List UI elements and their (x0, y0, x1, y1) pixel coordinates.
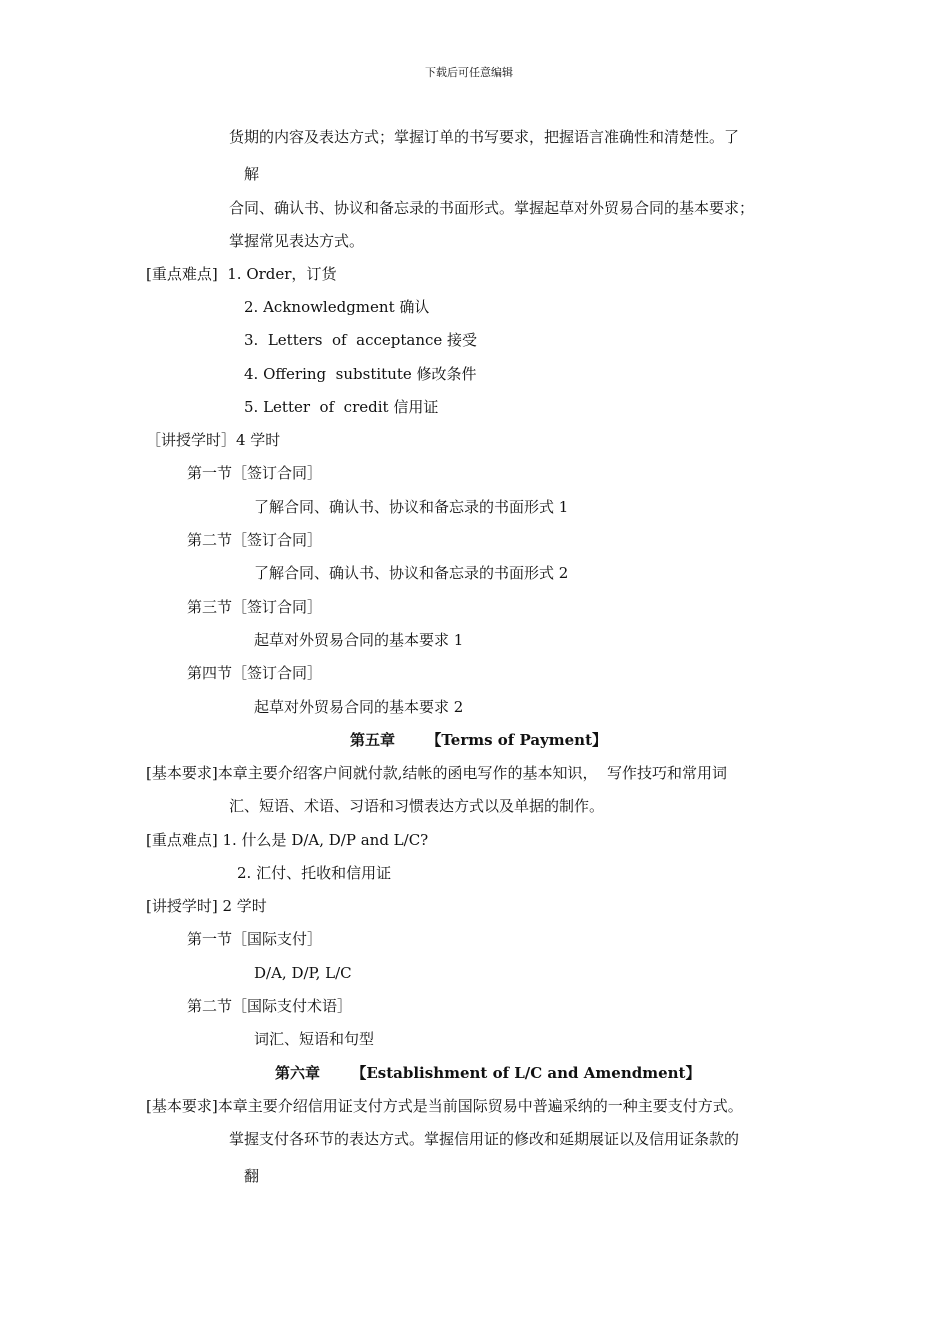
page-header: 下载后可任意编辑 (425, 66, 513, 79)
key-points-line: [重点难点] 1. Order，订货 (146, 265, 337, 283)
body-line: 货期的内容及表达方式；掌握订单的书写要求，把握语言准确性和清楚性。了 (229, 128, 740, 146)
key-points-line: 4. Offering substitute 修改条件 (244, 365, 477, 383)
requirements-line: 汇、短语、术语、习语和习惯表达方式以及单据的制作。 (229, 797, 605, 815)
key-points-line: 2. Acknowledgment 确认 (244, 298, 430, 316)
key-points-line: 5. Letter of credit 信用证 (244, 398, 439, 416)
chapter-title: 第五章 【Terms of Payment】 (350, 731, 608, 749)
teaching-hours-line: ［讲授学时］4 学时 (146, 431, 281, 449)
chapter-title: 第六章 【Establishment of L/C and Amendment】 (275, 1064, 701, 1082)
requirements-line: [基本要求]本章主要介绍客户间就付款,结帐的函电写作的基本知识， 写作技巧和常用词 (146, 764, 728, 782)
body-line: 掌握常见表达方式。 (229, 232, 365, 250)
section-content: 词汇、短语和句型 (254, 1030, 375, 1048)
section-heading: 第四节［签订合同］ (187, 664, 323, 682)
section-content: 了解合同、确认书、协议和备忘录的书面形式 2 (254, 564, 569, 582)
section-content: 起草对外贸易合同的基本要求 2 (254, 698, 464, 716)
key-points-line: 3. Letters of acceptance 接受 (244, 331, 478, 349)
section-heading: 第三节［签订合同］ (187, 598, 323, 616)
section-content: 了解合同、确认书、协议和备忘录的书面形式 1 (254, 498, 569, 516)
section-content: 起草对外贸易合同的基本要求 1 (254, 631, 464, 649)
requirements-line: 掌握支付各环节的表达方式。掌握信用证的修改和延期展证以及信用证条款的 (229, 1130, 740, 1148)
section-heading: 第二节［国际支付术语］ (187, 997, 353, 1015)
teaching-hours-line: [讲授学时] 2 学时 (146, 897, 267, 915)
body-line: 解 (244, 165, 260, 183)
key-points-line: [重点难点] 1. 什么是 D/A, D/P and L/C? (146, 831, 429, 849)
section-content: D/A, D/P, L/C (254, 964, 352, 982)
requirements-line: 翻 (244, 1167, 260, 1185)
requirements-line: [基本要求]本章主要介绍信用证支付方式是当前国际贸易中普遍采纳的一种主要支付方式。 (146, 1097, 743, 1115)
key-points-line: 2. 汇付、托收和信用证 (237, 864, 392, 882)
body-line: 合同、确认书、协议和备忘录的书面形式。掌握起草对外贸易合同的基本要求； (229, 199, 755, 217)
section-heading: 第一节［国际支付］ (187, 930, 323, 948)
section-heading: 第一节［签订合同］ (187, 464, 323, 482)
section-heading: 第二节［签订合同］ (187, 531, 323, 549)
